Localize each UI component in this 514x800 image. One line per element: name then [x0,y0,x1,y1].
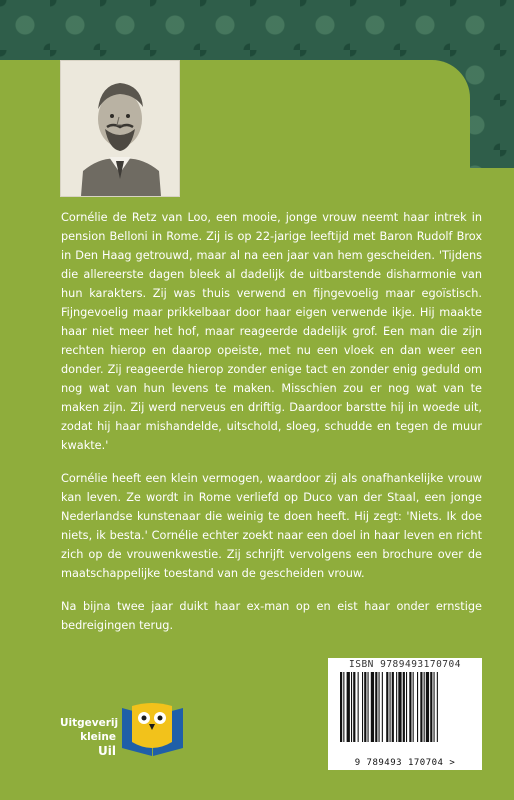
publisher-name [60,716,119,759]
description-paragraph-2: Cornélie heeft een klein vermogen, waardoor zij als onafhankelijke vrouw kan leven. Ze wordt in Rome verliefd op Duco van der Staal, een jonge Nederlandse kunstenaar die weinig te doen heeft. Hij zegt: 'Niets. Ik doe niets, ik besta.' Cornélie echter zoekt naar een doel in haar leven en richt zich op de vrouwenkwestie. Zij schrijft vervolgens een brochure over de maatschappelijke toestand van de gescheiden vrouw. [61,472,482,580]
isbn-barcode-box [328,658,482,770]
description-paragraph-1: Cornélie de Retz van Loo, een mooie, jonge vrouw neemt haar intrek in pension Belloni in Rome. Zij is op 22-jarige leeftijd met Baron Rudolf Brox in Den Haag getrouwd, maar al na een jaar van hem gescheiden. 'Tijdens die allereerste dagen bleek al dadelijk de uitbarstende disharmonie van hun karakters. Zij was thuis verwend en fijngevoelig maar egoïstisch. Fijngevoelig maar prikkelbaar door haar eigen verwende ikje. Hij maakte haar niet meer het hof, maar reageerde dadelijk grof. Een man die zijn rechten hierop en daarop opeiste, met nu een vloek en dan weer een donder. Zij reageerde hierop zonder enige tact en zonder enig geduld om nog wat van hun levens te maken. Misschien zou er nog wat van te maken zijn. Zij werd nerveus en driftig. Daardoor barstte hij in woede uit, zodat hij haar mishandelde, uitschold, sloeg, schudde en tegen de muur kwakte.' [61,211,482,452]
book-description [61,208,482,649]
author-portrait [60,60,180,197]
publisher-name-line1: Uitgeverij [60,717,119,729]
description-paragraph-3: Na bijna twee jaar duikt haar ex-man op en eist haar onder ernstige bedreigingen terug. [61,600,482,632]
publisher-name-uil: Uil [98,744,116,758]
portrait-sketch-icon [61,61,179,196]
barcode-digits: 9 789493 170704 > [354,758,456,768]
publisher-name-line2: kleine [80,731,116,743]
barcode-icon [336,672,474,754]
owl-book-icon [120,702,185,758]
isbn-label: ISBN 9789493170704 [349,659,461,670]
publisher-logo [60,700,190,760]
